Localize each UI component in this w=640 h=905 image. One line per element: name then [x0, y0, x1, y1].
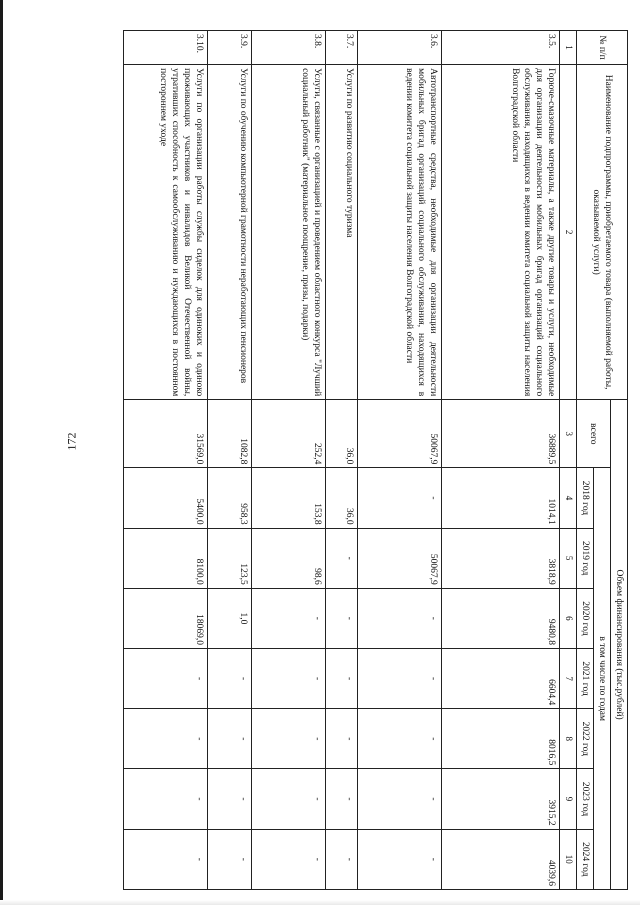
year-value: - [326, 769, 358, 829]
year-value: - [358, 829, 442, 889]
year-value: 8100,0 [124, 528, 208, 588]
year-value: 153,8 [252, 468, 326, 528]
column-index: 1 [560, 31, 577, 65]
year-value: - [252, 709, 326, 769]
header-name: Наименование подпрограммы, приобретаемого товара (выполняемой работы, оказываемой услуги) [576, 65, 627, 400]
header-total: всего [576, 400, 610, 468]
total-value: 1082,8 [208, 400, 252, 468]
year-value: 98,6 [252, 528, 326, 588]
column-index: 8 [560, 709, 577, 769]
year-value: - [124, 709, 208, 769]
row-number: 3.5. [442, 31, 560, 65]
year-value: - [358, 468, 442, 528]
year-value: - [208, 769, 252, 829]
column-index: 10 [560, 829, 577, 889]
year-value: - [124, 769, 208, 829]
item-name: Горюче-смазочные материалы, а также другие товары и услуги, необходимые для организации деятельности мобильных бригад организаций социального обслуживания, находящихся в ведении комитета социальной защиты населения Волгоградской области [442, 65, 560, 400]
year-value: 123,5 [208, 528, 252, 588]
header-year: 2018 год [576, 468, 593, 528]
total-value: 31569,0 [124, 400, 208, 468]
column-index-row [560, 31, 577, 890]
year-value: - [208, 648, 252, 708]
year-value: 18069,0 [124, 588, 208, 648]
year-value: 3915,2 [442, 769, 560, 829]
year-value: 9480,8 [442, 588, 560, 648]
table-row [358, 31, 442, 890]
scan-edge [0, 0, 3, 905]
year-value: 958,3 [208, 468, 252, 528]
column-index: 9 [560, 769, 577, 829]
scan-shadow [0, 900, 640, 905]
year-value: - [252, 769, 326, 829]
table-row [252, 31, 326, 890]
year-value: 36,0 [326, 468, 358, 528]
year-value: - [252, 829, 326, 889]
total-value: 252,4 [252, 400, 326, 468]
year-value: - [358, 769, 442, 829]
year-value: 50067,9 [358, 528, 442, 588]
header-funding: Объем финансирования (тыс.рублей) [610, 400, 627, 890]
table-row [326, 31, 358, 890]
header-year: 2022 год [576, 709, 593, 769]
year-value: - [358, 648, 442, 708]
rotated-page [118, 30, 628, 890]
year-value: 4039,6 [442, 829, 560, 889]
header-year: 2024 год [576, 829, 593, 889]
row-number: 3.8. [252, 31, 326, 65]
year-value: - [326, 528, 358, 588]
header-by-year: в том числе по годам [593, 468, 610, 890]
year-value: 1014,1 [442, 468, 560, 528]
header-year: 2020 год [576, 588, 593, 648]
total-value: 36889,5 [442, 400, 560, 468]
column-index: 2 [560, 65, 577, 400]
item-name: Услуги, связанные с организацией и проведением областного конкурса "Лучший социальный работник" (материальное поощрение, призы, подарки) [252, 65, 326, 400]
year-value: - [208, 709, 252, 769]
header-year: 2021 год [576, 648, 593, 708]
header-num: № п/п [576, 31, 627, 65]
year-value: - [252, 648, 326, 708]
year-value: 1,0 [208, 588, 252, 648]
table-row [442, 31, 560, 890]
row-number: 3.6. [358, 31, 442, 65]
year-value: - [124, 648, 208, 708]
header-year: 2023 год [576, 769, 593, 829]
year-value: - [358, 588, 442, 648]
total-value: 36,0 [326, 400, 358, 468]
year-value: 6604,4 [442, 648, 560, 708]
item-name: Услуги по организации работы службы сиделок для одиноких и одиноко проживающих участников и инвалидов Великой Отечественной войны, утративших способность к самообслуживанию и нуждающихся в постоянном постороннем уходе [124, 65, 208, 400]
column-index: 4 [560, 468, 577, 528]
year-value: - [326, 709, 358, 769]
column-index: 5 [560, 528, 577, 588]
year-value: - [326, 588, 358, 648]
row-number: 3.7. [326, 31, 358, 65]
header-year: 2019 год [576, 528, 593, 588]
column-index: 7 [560, 648, 577, 708]
table-row [208, 31, 252, 890]
year-value: 3818,9 [442, 528, 560, 588]
year-value: - [358, 709, 442, 769]
column-index: 3 [560, 400, 577, 468]
table-row [124, 31, 208, 890]
year-value: - [252, 588, 326, 648]
year-value: - [124, 829, 208, 889]
year-value: - [326, 829, 358, 889]
year-value: 8016,5 [442, 709, 560, 769]
item-name: Автотранспортные средства, необходимые для организации деятельности мобильных бригад организаций социального обслуживания, находящихся в ведении комитета социальной защиты населения Волгоградской области [358, 65, 442, 400]
year-value: - [326, 648, 358, 708]
item-name: Услуги по обучению компьютерной грамотности неработающих пенсионеров [208, 65, 252, 400]
page-number: 172 [64, 432, 79, 451]
item-name: Услуги по развитию социального туризма [326, 65, 358, 400]
funding-table [123, 30, 628, 890]
year-value: - [208, 829, 252, 889]
row-number: 3.10. [124, 31, 208, 65]
row-number: 3.9. [208, 31, 252, 65]
column-index: 6 [560, 588, 577, 648]
total-value: 50067,9 [358, 400, 442, 468]
year-value: 5400,0 [124, 468, 208, 528]
